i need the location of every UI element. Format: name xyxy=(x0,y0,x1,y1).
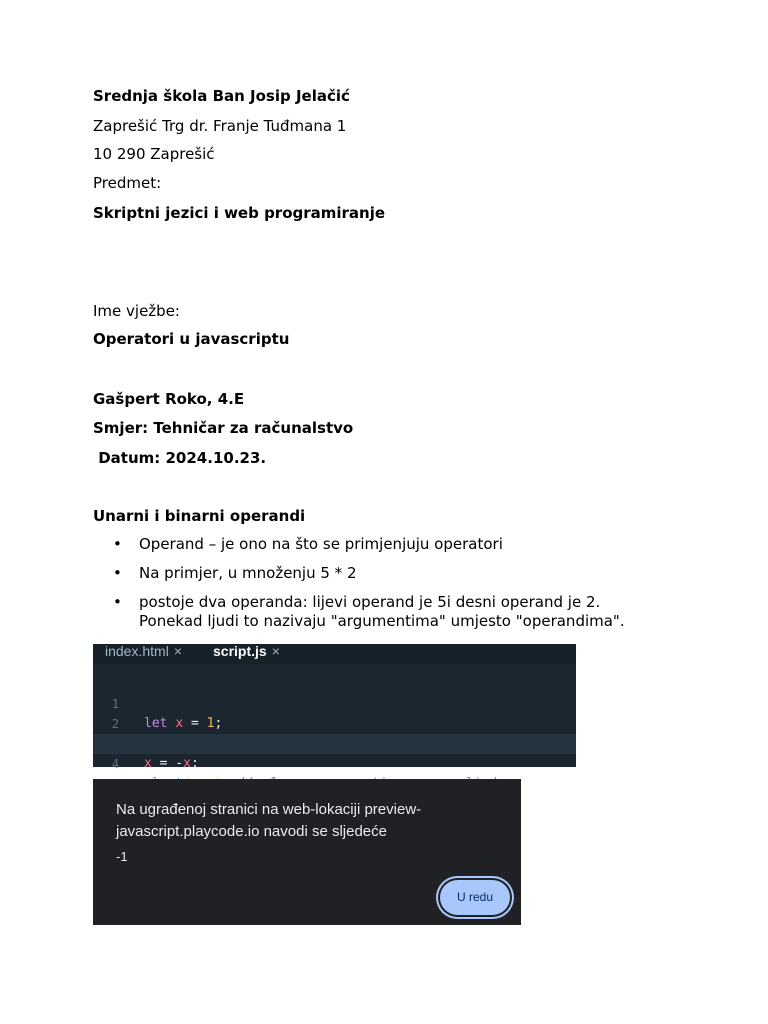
line-number: 4 xyxy=(111,757,119,771)
exercise-label: Ime vježbe: xyxy=(93,302,180,320)
tab-script-js[interactable]: script.js × xyxy=(213,643,280,659)
section-heading: Unarni i binarni operandi xyxy=(93,507,306,525)
bullet-dot-icon: • xyxy=(113,564,122,582)
alert-dialog-screenshot xyxy=(93,779,521,925)
list-item: • Na primjer, u množenju 5 * 2 xyxy=(113,564,357,582)
bullet-dot-icon: • xyxy=(113,593,122,611)
date: Datum: 2024.10.23. xyxy=(93,449,267,467)
code-editor-screenshot xyxy=(93,643,576,771)
code-line-3: x = -x; xyxy=(93,714,576,734)
subject-name: Skriptni jezici i web programiranje xyxy=(93,204,386,222)
exercise-name: Operatori u javascriptu xyxy=(93,330,290,348)
editor-tabs xyxy=(93,644,576,664)
track: Smjer: Tehničar za računalstvo xyxy=(93,419,354,437)
line-number: 1 xyxy=(111,697,119,711)
dialog-message: -1 xyxy=(116,849,128,864)
close-icon[interactable]: × xyxy=(173,643,182,659)
student-name: Gašpert Roko, 4.E xyxy=(93,390,245,408)
ok-button[interactable]: U redu xyxy=(440,880,510,915)
school-address: Zaprešić Trg dr. Franje Tuđmana 1 xyxy=(93,117,347,135)
bullet-dot-icon: • xyxy=(113,535,122,553)
school-postal: 10 290 Zaprešić xyxy=(93,145,215,163)
dialog-title: Na ugrađenoj stranici na web-lokaciji preview-javascript.playcode.io navodi se sljedeće xyxy=(116,801,422,840)
line-number: 2 xyxy=(111,717,119,731)
school-name: Srednja škola Ban Josip Jelačić xyxy=(93,87,350,105)
subject-label: Predmet: xyxy=(93,174,162,192)
close-icon[interactable]: × xyxy=(271,643,280,659)
list-item: • postoje dva operanda: lijevi operand je 5i desni operand je 2. Ponekad ljudi to nazivaju "argumentima" umjesto "operandima". xyxy=(113,593,625,630)
code-line-2 xyxy=(93,694,576,731)
tab-index-html[interactable]: index.html × xyxy=(105,643,182,659)
bullet-list xyxy=(93,535,673,641)
code-line-1: 1 let x = 1; xyxy=(93,674,576,694)
list-item: • Operand – je ono na što se primjenjuju operatori xyxy=(113,535,503,553)
